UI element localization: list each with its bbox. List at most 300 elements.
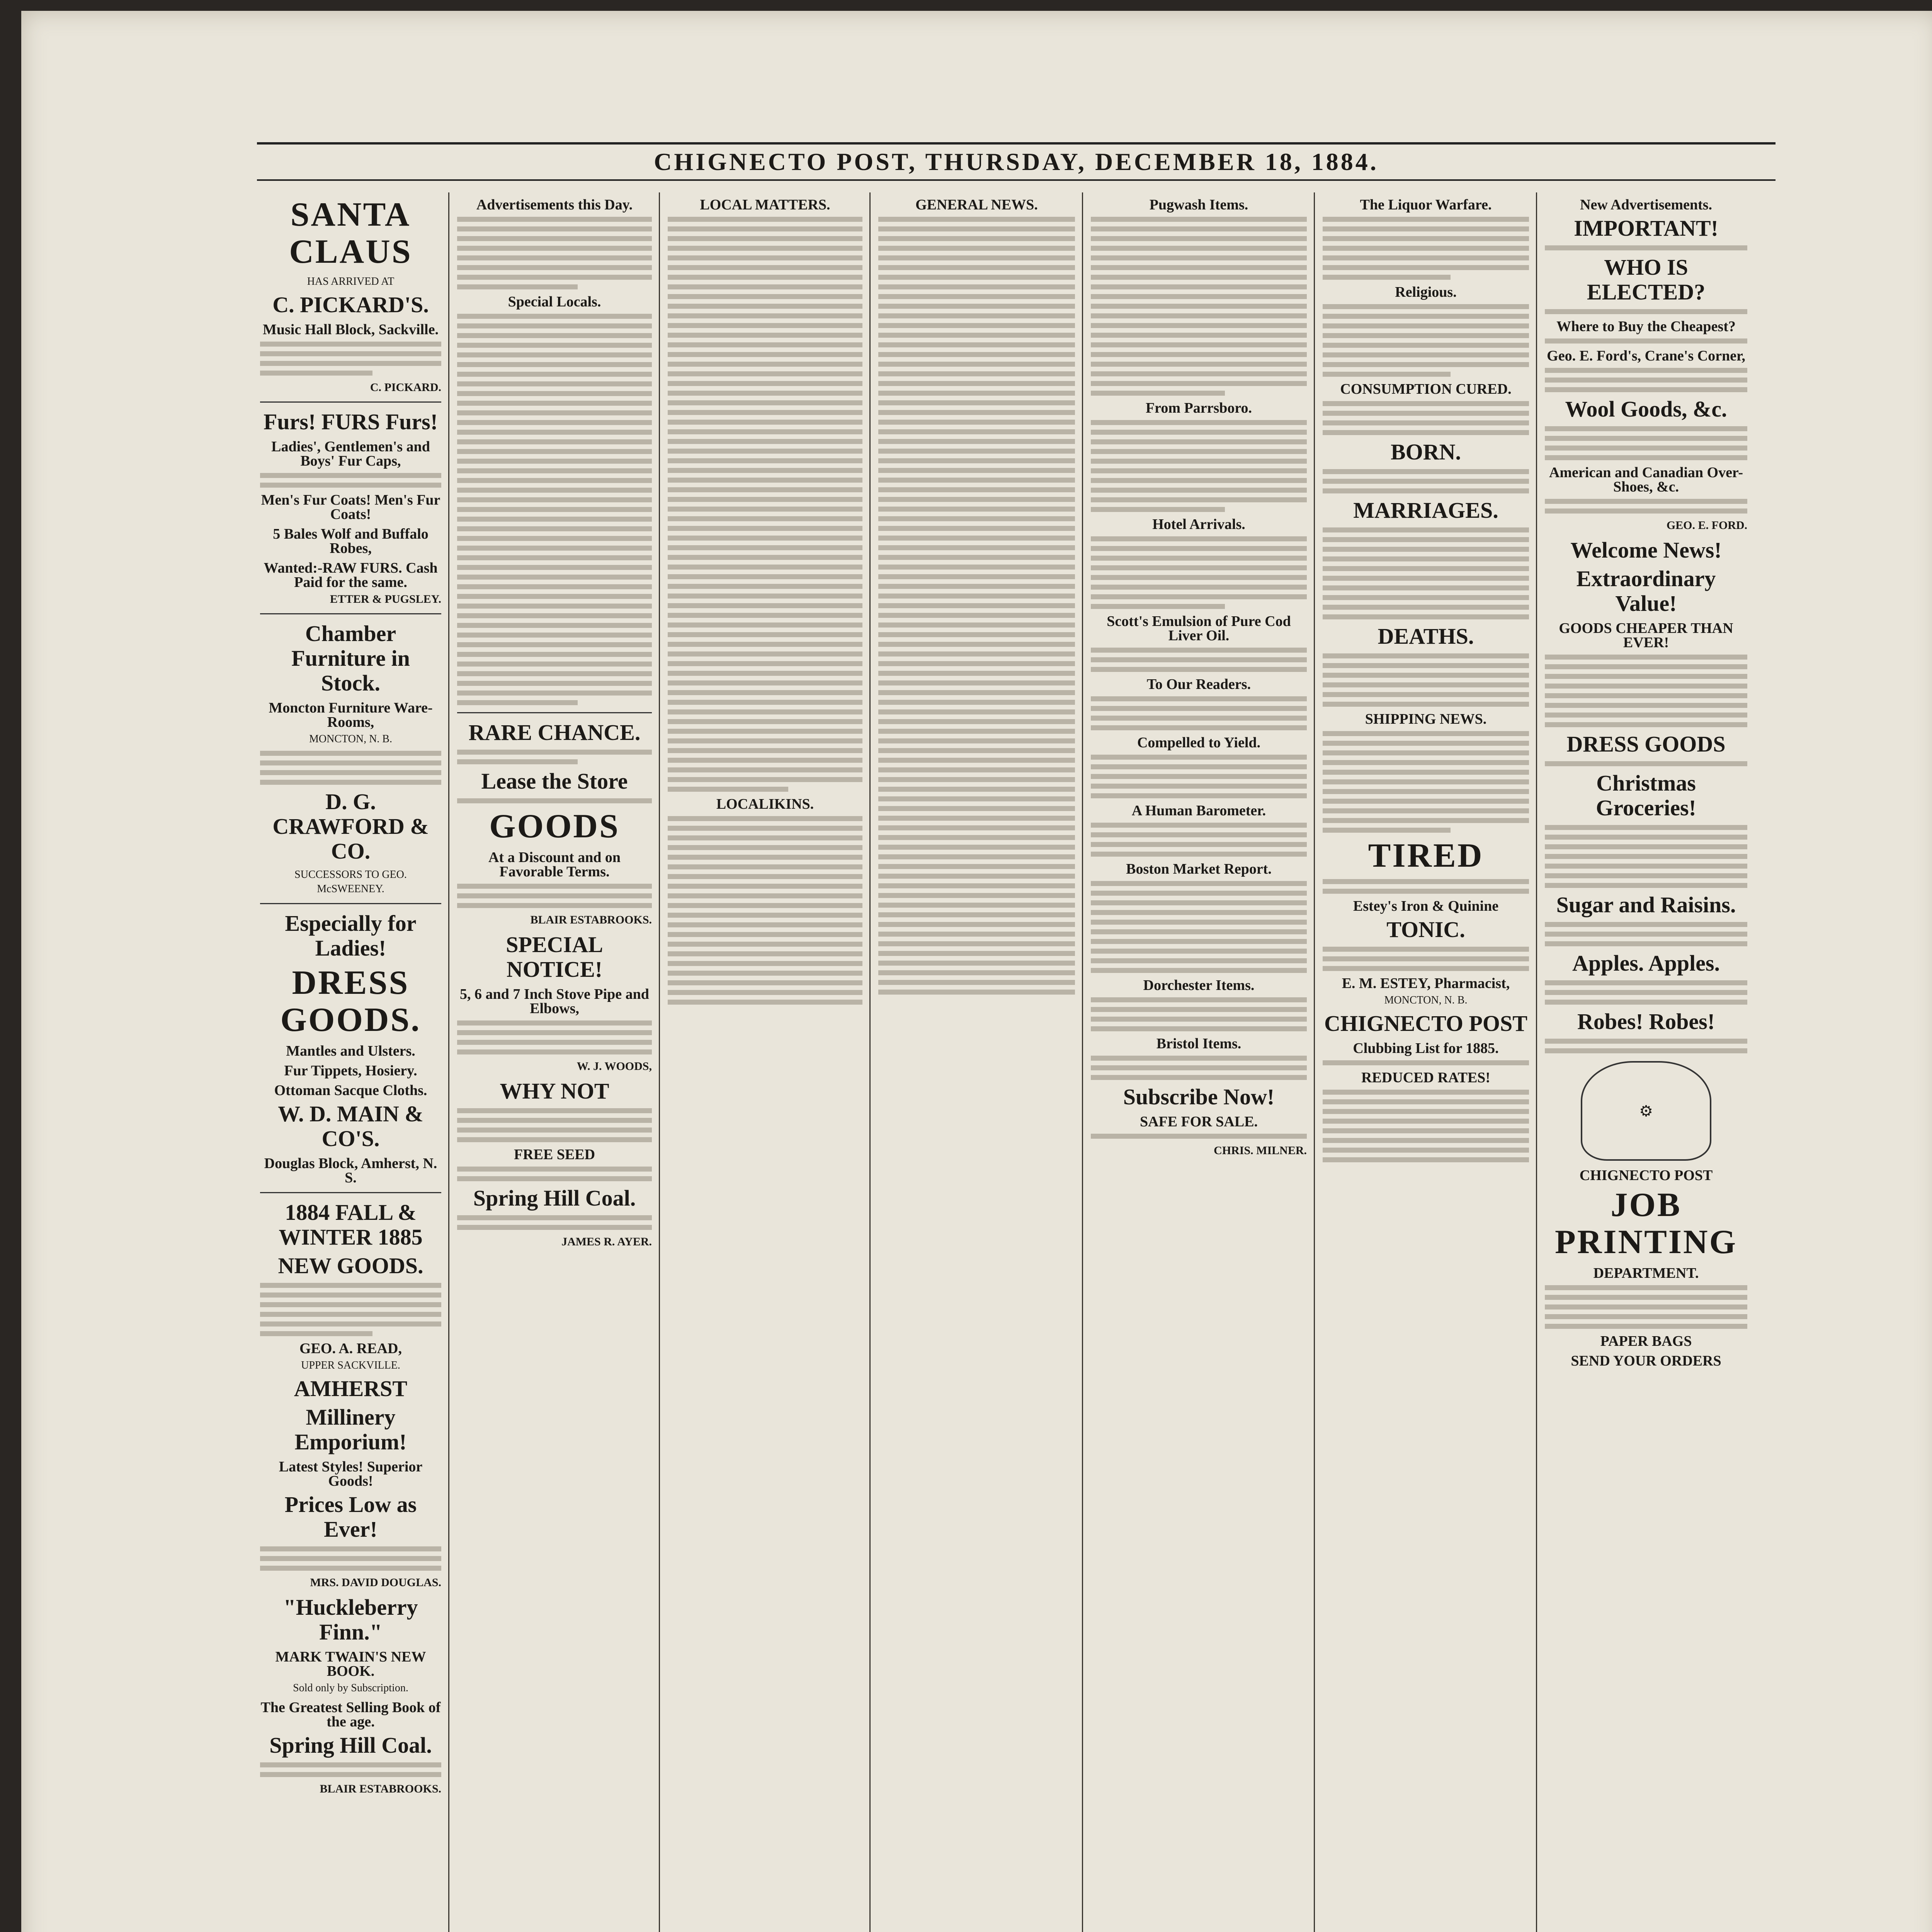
text-line bbox=[1323, 770, 1529, 775]
text-line bbox=[1545, 455, 1747, 460]
douglas-signature: MRS. DAVID DOUGLAS. bbox=[310, 1576, 441, 1589]
finn-line-2: Sold only by Subscription. bbox=[293, 1682, 408, 1694]
text-line bbox=[1545, 1304, 1747, 1310]
pugwash-heading: Pugwash Items. bbox=[1149, 197, 1248, 213]
millinery-heading: Millinery Emporium! bbox=[294, 1405, 407, 1454]
text-line bbox=[1545, 713, 1747, 718]
text-line bbox=[668, 352, 862, 357]
divider bbox=[260, 613, 441, 614]
subscribe-heading: Subscribe Now! bbox=[1123, 1084, 1275, 1109]
text-line bbox=[1323, 275, 1451, 280]
furs-subheading: Ladies', Gentlemen's and Boys' Fur Caps, bbox=[271, 439, 430, 469]
text-line bbox=[1545, 835, 1747, 840]
text-line bbox=[1091, 949, 1307, 954]
text-line bbox=[1091, 430, 1307, 435]
text-line bbox=[668, 864, 862, 869]
text-line bbox=[1323, 217, 1529, 222]
text-line bbox=[1091, 323, 1307, 328]
text-line bbox=[1323, 246, 1529, 251]
text-line bbox=[878, 825, 1075, 830]
why-not-heading: WHY NOT bbox=[500, 1078, 609, 1104]
text-line bbox=[668, 835, 862, 840]
text-line bbox=[1091, 304, 1307, 309]
estabrooks-signature: BLAIR ESTABROOKS. bbox=[320, 1782, 441, 1795]
column-4 bbox=[871, 192, 1082, 1932]
text-line bbox=[668, 362, 862, 367]
column-5 bbox=[1084, 192, 1314, 1932]
text-line bbox=[878, 661, 1075, 666]
consumption-cured-heading: CONSUMPTION CURED. bbox=[1340, 381, 1512, 397]
text-line bbox=[1323, 879, 1529, 884]
text-line bbox=[668, 709, 862, 714]
text-line bbox=[1091, 594, 1307, 599]
text-line bbox=[1091, 459, 1307, 464]
text-line bbox=[668, 323, 862, 328]
text-line bbox=[1323, 1090, 1529, 1095]
text-line bbox=[1545, 1324, 1747, 1329]
text-line bbox=[260, 1312, 441, 1317]
text-line bbox=[1545, 499, 1747, 504]
text-line bbox=[668, 294, 862, 299]
text-line bbox=[878, 709, 1075, 714]
text-line bbox=[668, 855, 862, 860]
text-line bbox=[668, 458, 862, 463]
main-co-heading: W. D. MAIN & CO'S. bbox=[278, 1101, 423, 1151]
text-line bbox=[1545, 990, 1747, 995]
text-line bbox=[457, 903, 652, 908]
text-line bbox=[668, 777, 862, 782]
text-line bbox=[668, 922, 862, 927]
text-line bbox=[1091, 265, 1307, 270]
text-line bbox=[1323, 741, 1529, 746]
liquor-warfare-heading: The Liquor Warfare. bbox=[1360, 197, 1492, 213]
text-line bbox=[457, 623, 652, 628]
text-line bbox=[1091, 842, 1307, 847]
text-line bbox=[1323, 750, 1529, 755]
text-line bbox=[878, 449, 1075, 454]
text-line bbox=[668, 226, 862, 231]
text-line bbox=[457, 1137, 652, 1142]
text-line bbox=[1091, 793, 1307, 798]
text-line bbox=[668, 700, 862, 705]
text-line bbox=[878, 352, 1075, 357]
text-line bbox=[1323, 828, 1451, 833]
goods-heading: GOODS bbox=[489, 808, 620, 845]
dress-goods-heading: DRESS GOODS. bbox=[280, 964, 421, 1039]
tired-heading: TIRED bbox=[1368, 837, 1484, 874]
text-line bbox=[1091, 381, 1307, 386]
text-line bbox=[668, 536, 862, 541]
text-line bbox=[878, 545, 1075, 550]
special-notice-heading: SPECIAL NOTICE! bbox=[506, 932, 603, 982]
text-line bbox=[260, 371, 372, 376]
text-line bbox=[878, 391, 1075, 396]
text-line bbox=[878, 835, 1075, 840]
raw-furs-line: Wanted:-RAW FURS. Cash Paid for the same. bbox=[264, 560, 438, 590]
text-line bbox=[260, 342, 441, 347]
text-line bbox=[668, 971, 862, 976]
text-line bbox=[1323, 566, 1529, 571]
text-line bbox=[457, 1225, 652, 1230]
text-line bbox=[1091, 706, 1307, 711]
text-line bbox=[878, 990, 1075, 995]
text-line bbox=[260, 1283, 441, 1288]
text-line bbox=[1091, 468, 1307, 473]
text-line bbox=[457, 439, 652, 444]
text-line bbox=[1545, 1048, 1747, 1053]
dress-line-3: Ottoman Sacque Cloths. bbox=[274, 1082, 427, 1099]
newspaper-page bbox=[21, 11, 1932, 1932]
estey-heading: Estey's Iron & Quinine bbox=[1353, 898, 1499, 914]
text-line bbox=[668, 449, 862, 454]
main-address: Douglas Block, Amherst, N. S. bbox=[264, 1155, 437, 1186]
text-line bbox=[1323, 420, 1529, 425]
text-line bbox=[1545, 436, 1747, 441]
text-line bbox=[668, 758, 862, 763]
christmas-groceries-heading: Christmas Groceries! bbox=[1596, 770, 1696, 820]
text-line bbox=[457, 362, 652, 367]
divider bbox=[457, 712, 652, 713]
text-line bbox=[1091, 1007, 1307, 1012]
text-line bbox=[260, 351, 441, 356]
text-line bbox=[668, 671, 862, 676]
sugar-raisins-heading: Sugar and Raisins. bbox=[1556, 892, 1736, 917]
text-line bbox=[1545, 509, 1747, 514]
text-line bbox=[457, 555, 652, 560]
text-line bbox=[668, 313, 862, 318]
column-7 bbox=[1538, 192, 1754, 1932]
text-line bbox=[878, 729, 1075, 734]
text-line bbox=[1091, 1026, 1307, 1031]
text-line bbox=[1091, 784, 1307, 789]
text-line bbox=[878, 371, 1075, 376]
text-line bbox=[1323, 488, 1529, 493]
finn-line-1: MARK TWAIN'S NEW BOOK. bbox=[275, 1649, 426, 1679]
text-line bbox=[668, 246, 862, 251]
text-line bbox=[457, 352, 652, 357]
text-line bbox=[1323, 362, 1529, 367]
text-line bbox=[1091, 667, 1307, 672]
text-line bbox=[878, 922, 1075, 927]
masthead-title: CHIGNECTO POST, THURSDAY, DECEMBER 18, 1884. bbox=[654, 148, 1379, 175]
text-line bbox=[668, 565, 862, 570]
text-line bbox=[878, 632, 1075, 637]
text-line bbox=[668, 468, 862, 473]
text-line bbox=[457, 507, 652, 512]
text-line bbox=[878, 265, 1075, 270]
printing-press-illustration: ⚙ bbox=[1581, 1061, 1711, 1161]
hotel-arrivals-heading: Hotel Arrivals. bbox=[1152, 516, 1245, 532]
to-our-readers-heading: To Our Readers. bbox=[1146, 676, 1251, 692]
text-line bbox=[668, 507, 862, 512]
text-line bbox=[1091, 362, 1307, 367]
text-line bbox=[260, 1546, 441, 1551]
text-line bbox=[1323, 304, 1529, 309]
text-line bbox=[878, 217, 1075, 222]
text-line bbox=[1091, 1017, 1307, 1022]
text-line bbox=[260, 760, 441, 765]
text-line bbox=[1091, 294, 1307, 299]
text-line bbox=[1323, 889, 1529, 894]
tonic-heading: TONIC. bbox=[1386, 917, 1465, 942]
text-line bbox=[1091, 881, 1307, 886]
text-line bbox=[1545, 368, 1747, 373]
shipping-news-heading: SHIPPING NEWS. bbox=[1365, 711, 1487, 727]
text-line bbox=[1091, 507, 1225, 512]
text-line bbox=[1545, 426, 1747, 431]
lease-store-heading: Lease the Store bbox=[481, 769, 628, 794]
dorchester-heading: Dorchester Items. bbox=[1143, 977, 1255, 993]
parrsboro-heading: From Parrsboro. bbox=[1145, 400, 1252, 416]
new-advertisements-heading: New Advertisements. bbox=[1580, 197, 1712, 213]
text-line bbox=[878, 874, 1075, 879]
moncton-furniture-heading: Moncton Furniture Ware-Rooms, bbox=[269, 700, 433, 730]
estey-signature: E. M. ESTEY, Pharmacist, bbox=[1342, 975, 1510, 992]
text-line bbox=[1091, 585, 1307, 590]
extraordinary-value-heading: Extraordinary Value! bbox=[1576, 566, 1716, 616]
santa-claus-heading: SANTA CLAUS bbox=[289, 196, 412, 270]
text-line bbox=[878, 516, 1075, 521]
text-line bbox=[457, 584, 652, 589]
text-line bbox=[1091, 313, 1307, 318]
text-line bbox=[1091, 217, 1307, 222]
text-line bbox=[1323, 556, 1529, 561]
text-line bbox=[1091, 900, 1307, 905]
read-signature: GEO. A. READ, bbox=[299, 1340, 402, 1357]
clubbing-post-heading: CHIGNECTO POST bbox=[1324, 1011, 1527, 1036]
text-line bbox=[668, 236, 862, 241]
text-line bbox=[1323, 673, 1529, 678]
text-line bbox=[668, 961, 862, 966]
text-line bbox=[1323, 343, 1529, 348]
text-line bbox=[878, 236, 1075, 241]
text-line bbox=[878, 594, 1075, 599]
text-line bbox=[878, 932, 1075, 937]
text-line bbox=[668, 951, 862, 956]
huckleberry-finn-heading: "Huckleberry Finn." bbox=[283, 1595, 418, 1645]
text-line bbox=[668, 826, 862, 831]
text-line bbox=[878, 323, 1075, 328]
text-line bbox=[668, 661, 862, 666]
text-line bbox=[1323, 1060, 1529, 1065]
text-line bbox=[878, 642, 1075, 647]
text-line bbox=[1323, 352, 1529, 357]
text-line bbox=[1545, 387, 1747, 392]
text-line bbox=[1091, 1134, 1307, 1139]
woods-signature: W. J. WOODS, bbox=[577, 1060, 652, 1073]
text-line bbox=[1091, 604, 1225, 609]
text-line bbox=[878, 565, 1075, 570]
text-line bbox=[260, 1772, 441, 1777]
text-line bbox=[878, 410, 1075, 415]
text-line bbox=[1091, 352, 1307, 357]
text-line bbox=[1091, 246, 1307, 251]
text-line bbox=[668, 603, 862, 608]
text-line bbox=[1091, 725, 1307, 730]
column-1 bbox=[253, 192, 448, 1932]
text-line bbox=[260, 1293, 441, 1298]
text-line bbox=[1323, 226, 1529, 231]
text-line bbox=[878, 420, 1075, 425]
text-line bbox=[1323, 1138, 1529, 1143]
text-line bbox=[1545, 446, 1747, 451]
text-line bbox=[668, 845, 862, 850]
spring-hill-coal-heading: Spring Hill Coal. bbox=[269, 1733, 432, 1758]
text-line bbox=[1323, 614, 1529, 619]
text-line bbox=[260, 1331, 372, 1336]
text-line bbox=[1545, 674, 1747, 679]
text-line bbox=[1091, 488, 1307, 493]
text-line bbox=[878, 816, 1075, 821]
text-line bbox=[878, 275, 1075, 280]
text-line bbox=[1091, 920, 1307, 925]
text-line bbox=[878, 304, 1075, 309]
text-line bbox=[878, 671, 1075, 676]
column-rule bbox=[1536, 192, 1537, 1932]
text-line bbox=[878, 362, 1075, 367]
text-line bbox=[878, 796, 1075, 801]
text-line bbox=[1323, 585, 1529, 590]
text-line bbox=[668, 622, 862, 628]
text-line bbox=[878, 854, 1075, 859]
text-line bbox=[668, 690, 862, 695]
new-goods-heading: NEW GOODS. bbox=[278, 1253, 423, 1278]
paper-bags-heading: PAPER BAGS bbox=[1600, 1333, 1692, 1349]
reduced-rates-heading: REDUCED RATES! bbox=[1361, 1070, 1490, 1086]
text-line bbox=[668, 516, 862, 521]
text-line bbox=[457, 1049, 652, 1054]
safe-for-sale-heading: SAFE FOR SALE. bbox=[1139, 1114, 1258, 1130]
text-line bbox=[457, 1108, 652, 1113]
text-line bbox=[457, 1118, 652, 1123]
text-line bbox=[1323, 818, 1529, 823]
text-line bbox=[457, 1176, 652, 1181]
text-line bbox=[878, 903, 1075, 908]
text-line bbox=[668, 275, 862, 280]
human-barometer-heading: A Human Barometer. bbox=[1131, 803, 1266, 819]
text-line bbox=[1323, 779, 1529, 784]
text-line bbox=[1091, 1075, 1307, 1080]
text-line bbox=[668, 642, 862, 647]
text-line bbox=[260, 483, 441, 488]
text-line bbox=[668, 342, 862, 347]
text-line bbox=[457, 265, 652, 270]
text-line bbox=[1323, 692, 1529, 697]
localikins-heading: LOCALIKINS. bbox=[716, 796, 814, 812]
text-line bbox=[1323, 605, 1529, 610]
text-line bbox=[668, 381, 862, 386]
text-line bbox=[878, 787, 1075, 792]
divider bbox=[260, 903, 441, 904]
text-line bbox=[457, 381, 652, 386]
text-line bbox=[878, 690, 1075, 695]
text-line bbox=[1091, 565, 1307, 570]
ford-signature: GEO. E. FORD. bbox=[1666, 519, 1747, 532]
text-line bbox=[457, 759, 578, 764]
prices-heading: Prices Low as Ever! bbox=[284, 1492, 417, 1542]
text-line bbox=[1545, 245, 1747, 250]
text-line bbox=[457, 750, 652, 755]
ads-this-day-heading: Advertisements this Day. bbox=[476, 197, 633, 213]
overshoes-heading: American and Canadian Over-Shoes, &c. bbox=[1549, 464, 1743, 495]
deaths-heading: DEATHS. bbox=[1378, 624, 1474, 649]
text-line bbox=[668, 217, 862, 222]
text-line bbox=[1323, 1109, 1529, 1114]
text-line bbox=[668, 942, 862, 947]
text-line bbox=[1091, 958, 1307, 963]
text-line bbox=[457, 391, 652, 396]
text-line bbox=[668, 526, 862, 531]
text-line bbox=[668, 400, 862, 405]
text-line bbox=[878, 893, 1075, 898]
text-line bbox=[878, 333, 1075, 338]
text-line bbox=[1323, 1157, 1529, 1162]
text-line bbox=[1091, 648, 1307, 653]
text-line bbox=[457, 642, 652, 647]
rare-chance-heading: RARE CHANCE. bbox=[468, 720, 641, 745]
text-line bbox=[1323, 333, 1529, 338]
text-line bbox=[1323, 323, 1529, 328]
wool-goods-heading: Wool Goods, &c. bbox=[1565, 396, 1727, 422]
text-line bbox=[878, 400, 1075, 405]
column-rule bbox=[448, 192, 449, 1932]
text-line bbox=[457, 410, 652, 415]
text-line bbox=[1091, 774, 1307, 779]
pickard-address: Music Hall Block, Sackville. bbox=[263, 321, 439, 338]
text-line bbox=[260, 780, 441, 785]
text-line bbox=[668, 719, 862, 724]
masthead bbox=[257, 142, 1776, 181]
amherst-heading: AMHERST bbox=[294, 1376, 408, 1401]
column-rule bbox=[1314, 192, 1315, 1932]
text-line bbox=[1323, 1148, 1529, 1153]
text-line bbox=[1323, 265, 1529, 270]
text-line bbox=[878, 806, 1075, 811]
text-line bbox=[1091, 556, 1307, 561]
text-line bbox=[260, 473, 441, 478]
estey-place: MONCTON, N. B. bbox=[1384, 994, 1468, 1006]
text-line bbox=[1323, 479, 1529, 484]
text-line bbox=[1323, 595, 1529, 600]
text-line bbox=[1091, 439, 1307, 444]
text-line bbox=[668, 391, 862, 396]
text-line bbox=[260, 361, 441, 366]
text-line bbox=[1323, 372, 1451, 377]
text-line bbox=[457, 594, 652, 599]
bristol-heading: Bristol Items. bbox=[1156, 1036, 1242, 1052]
text-line bbox=[668, 1000, 862, 1005]
text-line bbox=[457, 314, 652, 319]
text-line bbox=[878, 246, 1075, 251]
text-line bbox=[878, 622, 1075, 628]
text-line bbox=[878, 738, 1075, 743]
text-line bbox=[1091, 546, 1307, 551]
text-line bbox=[260, 1556, 441, 1561]
text-line bbox=[1323, 789, 1529, 794]
fur-coats-line: Men's Fur Coats! Men's Fur Coats! bbox=[261, 492, 440, 522]
job-printing-heading: JOB PRINTING bbox=[1554, 1186, 1738, 1261]
dress-line-1: Mantles and Ulsters. bbox=[286, 1043, 415, 1059]
text-line bbox=[668, 487, 862, 492]
text-line bbox=[457, 497, 652, 502]
text-line bbox=[1545, 693, 1747, 698]
text-line bbox=[1091, 371, 1307, 376]
text-line bbox=[1545, 338, 1747, 344]
text-line bbox=[668, 333, 862, 338]
furs-heading: Furs! FURS Furs! bbox=[263, 409, 438, 434]
text-line bbox=[1545, 664, 1747, 669]
text-line bbox=[1545, 883, 1747, 888]
